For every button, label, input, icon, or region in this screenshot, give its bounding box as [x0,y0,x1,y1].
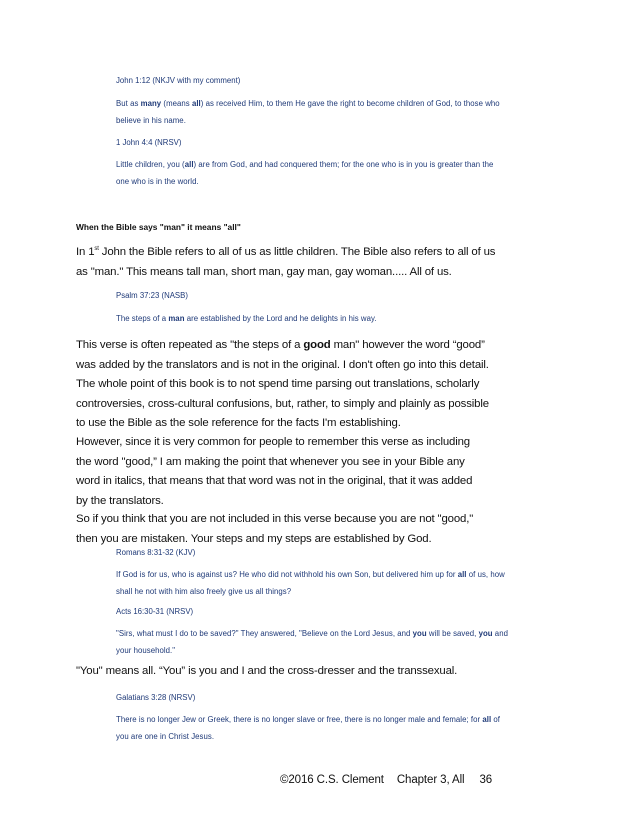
emphasis-you: you [478,629,493,638]
verse-reference-john-1-12: John 1:12 (NKJV with my comment) [116,76,241,85]
verse-reference-acts-16-30-31: Acts 16:30-31 (NRSV) [116,607,194,616]
footer-page-number: 36 [479,774,493,786]
page-footer [280,773,520,787]
verse-text-romans-8-31-32: If God is for us, who is against us? He who did not withhold his own Son, but delivered him up for all of us, how shall he not with him also freely give us all things? [116,570,505,596]
emphasis-man: man [168,314,185,323]
verse-text-galatians-3-28: There is no longer Jew or Greek, there is no longer slave or free, there is no longer male and female; for all of you are one in Christ Jesus. [116,715,501,741]
emphasis-all: all [457,570,467,579]
footer-chapter: Chapter 3, All [396,774,465,786]
emphasis-all: all [184,160,194,169]
body-paragraph-3: However, since it is very common for people to remember this verse as including the word "good,” I am making the point that whenever you see in your Bible any word in italics, that means that that word was not in the original, that it was added by the translators. [76,436,473,507]
emphasis-good: good [303,339,331,351]
verse-text-1-john-4-4: Little children, you (all) are from God, and had conquered them; for the one who is in you is greater than the one who is in the world. [116,160,494,186]
verse-reference-galatians-3-28: Galatians 3:28 (NRSV) [116,693,196,702]
body-paragraph-5: "You" means all. “You” is you and I and the cross-dresser and the transsexual. [76,665,458,677]
section-heading: When the Bible says "man" it means "all" [76,222,241,232]
verse-reference-romans-8-31-32: Romans 8:31-32 (KJV) [116,548,196,557]
emphasis-all: all [482,715,492,724]
verse-text-acts-16-30-31: "Sirs, what must I do to be saved?" They answered, "Believe on the Lord Jesus, and you will be saved, you and your household." [116,629,508,655]
emphasis-many: many [140,99,162,108]
emphasis-you: you [412,629,427,638]
verse-text-john-1-12: But as many (means all) as received Him, to them He gave the right to become children of God, to those who believe in his name. [116,99,500,125]
body-paragraph-1: In 1st John the Bible refers to all of us as little children. The Bible also refers to all of us as "man." This means tall man, short man, gay man, gay woman..... All of us. [76,246,496,278]
body-paragraph-4: So if you think that you are not included in this verse because you are not "good," then you are mistaken. Your steps and my steps are established by God. [76,513,474,545]
verse-reference-psalm-37-23: Psalm 37:23 (NASB) [116,291,188,300]
body-paragraph-2: This verse is often repeated as "the steps of a good man" however the word “good” was added by the translators and is not in the original. I don't often go into this detail. The whole point of this book is to not spend time parsing out translations, scholarly controversies, cross-cultural confusions, but, rather, to simply and plainly as possible to use the Bible as the sole reference for the facts I'm establishing. [76,339,489,429]
emphasis-all: all [191,99,201,108]
footer-copyright: ©2016 C.S. Clement [280,774,384,786]
verse-reference-1-john-4-4: 1 John 4:4 (NRSV) [116,138,182,147]
verse-text-psalm-37-23: The steps of a man are established by the Lord and he delights in his way. [116,314,377,323]
